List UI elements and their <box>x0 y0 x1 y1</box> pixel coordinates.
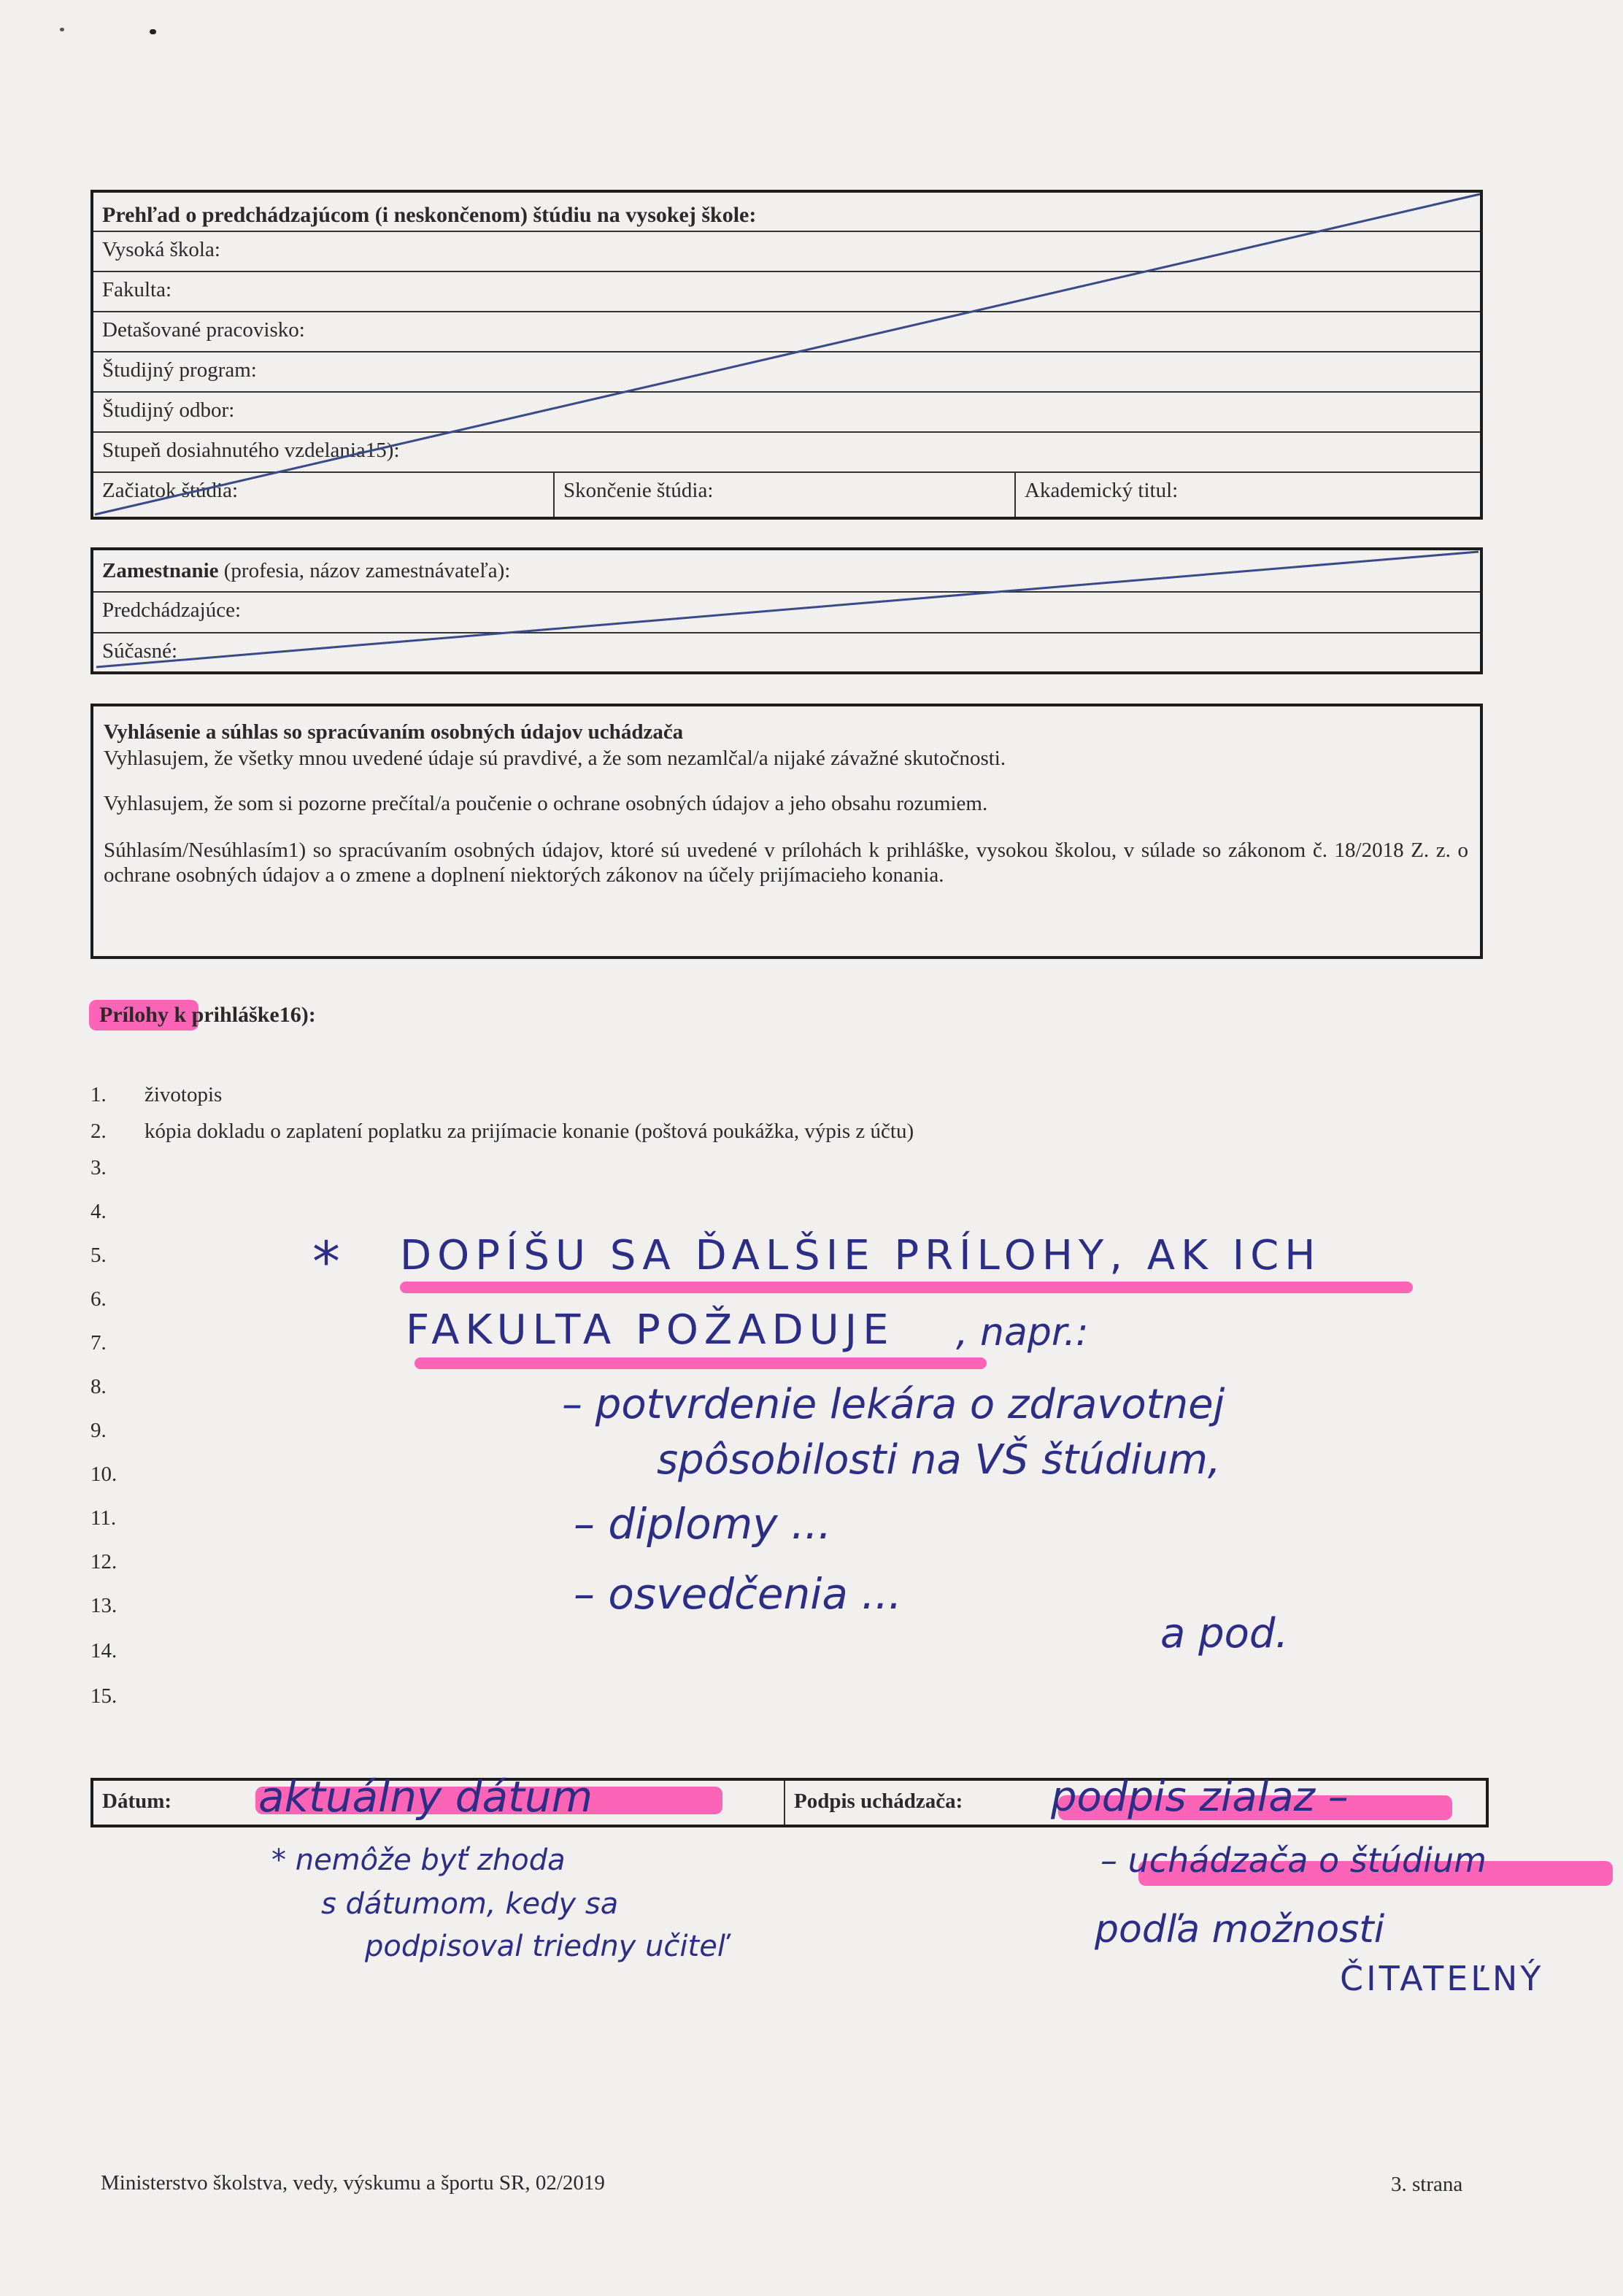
declaration-line-consent: Súhlasím/Nesúhlasím1) so spracúvaním osobných údajov, ktoré sú uvedené v prílohách k prihláške, vysokou školou, v súlade so zákonom č. 18/2018 Z. z. o ochrane osobných údajov a o zmene a doplnení niektorých zákonov na účely prijímacieho konania. <box>104 839 1468 887</box>
handwritten-note-line1: DOPÍŠU SA ĎALŠIE PRÍLOHY, AK ICH <box>400 1232 1322 1279</box>
attachment-number: 10. <box>90 1463 117 1486</box>
handwritten-date-note-2: s dátumom, kedy sa <box>321 1887 619 1921</box>
handwritten-signature-note-2: podľa možnosti <box>1095 1908 1385 1952</box>
employment-row-current: Súčasné: <box>93 632 1480 673</box>
attachments-heading: Prílohy k prihláške16): <box>99 1003 316 1027</box>
highlight-underline-line2 <box>415 1357 987 1369</box>
handwritten-date-note-1: * nemôže byť zhoda <box>271 1844 566 1877</box>
handwritten-note-line2b: , napr.: <box>956 1311 1089 1355</box>
handwritten-note-line2: FAKULTA POŽADUJE <box>406 1306 895 1354</box>
attachment-number: 4. <box>90 1200 107 1223</box>
attachment-number: 7. <box>90 1331 107 1355</box>
footer-ministry: Ministerstvo školstva, vedy, výskumu a športu SR, 02/2019 <box>101 2171 605 2195</box>
attachment-number: 1. <box>90 1083 107 1106</box>
highlight-underline-line1 <box>400 1282 1413 1293</box>
handwritten-bullet-doctor-cont: spôsobilosti na VŠ štúdium, <box>657 1436 1221 1484</box>
handwritten-date-value: aktuálny dátum <box>258 1772 593 1822</box>
footer-page-number: 3. strana <box>1391 2173 1463 2196</box>
study-row-university: Vysoká škola: <box>93 231 1480 271</box>
attachment-number: 5. <box>90 1244 107 1267</box>
study-row-branch: Detašované pracovisko: <box>93 311 1480 351</box>
study-row-faculty: Fakulta: <box>93 271 1480 311</box>
declaration-line-truth: Vyhlasujem, že všetky mnou uvedené údaje sú pravdivé, a že som nezamlčal/a nijaké závažné skutočnosti. <box>104 747 1006 770</box>
attachment-number: 6. <box>90 1287 107 1311</box>
signature-cell: Podpis uchádzača: <box>794 1790 963 1813</box>
attachment-number: 2. <box>90 1120 107 1143</box>
strike-line-employment <box>96 552 1479 667</box>
handwritten-bullet-doctor: – potvrdenie lekára o zdravotnej <box>562 1381 1225 1428</box>
attachment-number: 8. <box>90 1375 107 1398</box>
study-degree-cell: Akademický titul: <box>1025 479 1179 502</box>
previous-study-title: Prehľad o predchádzajúcom (i neskončenom) štúdiu na vysokej škole: <box>102 203 757 227</box>
declaration-line-privacy: Vyhlasujem, že som si pozorne prečítal/a poučenie o ochrane osobných údajov a jeho obsahu rozumiem. <box>104 792 988 815</box>
strike-line-study <box>95 194 1480 515</box>
attachment-number: 15. <box>90 1684 117 1708</box>
study-start-cell: Začiatok štúdia: <box>102 479 239 502</box>
attachment-number: 14. <box>90 1639 117 1663</box>
attachment-number: 3. <box>90 1156 107 1179</box>
attachment-number: 9. <box>90 1419 107 1442</box>
employment-row-previous: Predchádzajúce: <box>93 591 1480 632</box>
study-row-degree: Stupeň dosiahnutého vzdelania15): <box>93 431 1480 471</box>
date-cell: Dátum: <box>102 1790 172 1813</box>
handwritten-signature-value: podpis zialaz – <box>1051 1773 1349 1821</box>
attachment-number: 12. <box>90 1550 117 1573</box>
handwritten-signature-note-1: – uchádzača o štúdium <box>1100 1841 1487 1880</box>
study-row-program: Študijný program: <box>93 351 1480 391</box>
declaration-title: Vyhlásenie a súhlas so spracúvaním osobných údajov uchádzača <box>104 720 684 744</box>
study-row-field: Študijný odbor: <box>93 391 1480 431</box>
attachment-number: 11. <box>90 1506 117 1530</box>
asterisk-mark: * <box>312 1229 346 1294</box>
study-end-cell: Skončenie štúdia: <box>563 479 714 502</box>
employment-title: Zamestnanie (profesia, názov zamestnávateľa): <box>102 559 511 582</box>
attachment-item-fee-proof: kópia dokladu o zaplatení poplatku za prijímacie konanie (poštová poukážka, výpis z účtu) <box>144 1120 914 1143</box>
handwritten-date-note-3: podpisoval triedny učiteľ <box>365 1930 725 1963</box>
handwritten-bullet-certificates: – osvedčenia ... <box>574 1569 902 1619</box>
attachment-number: 13. <box>90 1594 117 1617</box>
attachment-item-cv: životopis <box>144 1083 223 1106</box>
handwritten-signature-note-3: ČITATEĽNÝ <box>1340 1959 1544 1998</box>
handwritten-bullet-diplomas: – diplomy ... <box>574 1499 832 1549</box>
handwritten-etc: a pod. <box>1160 1610 1289 1657</box>
